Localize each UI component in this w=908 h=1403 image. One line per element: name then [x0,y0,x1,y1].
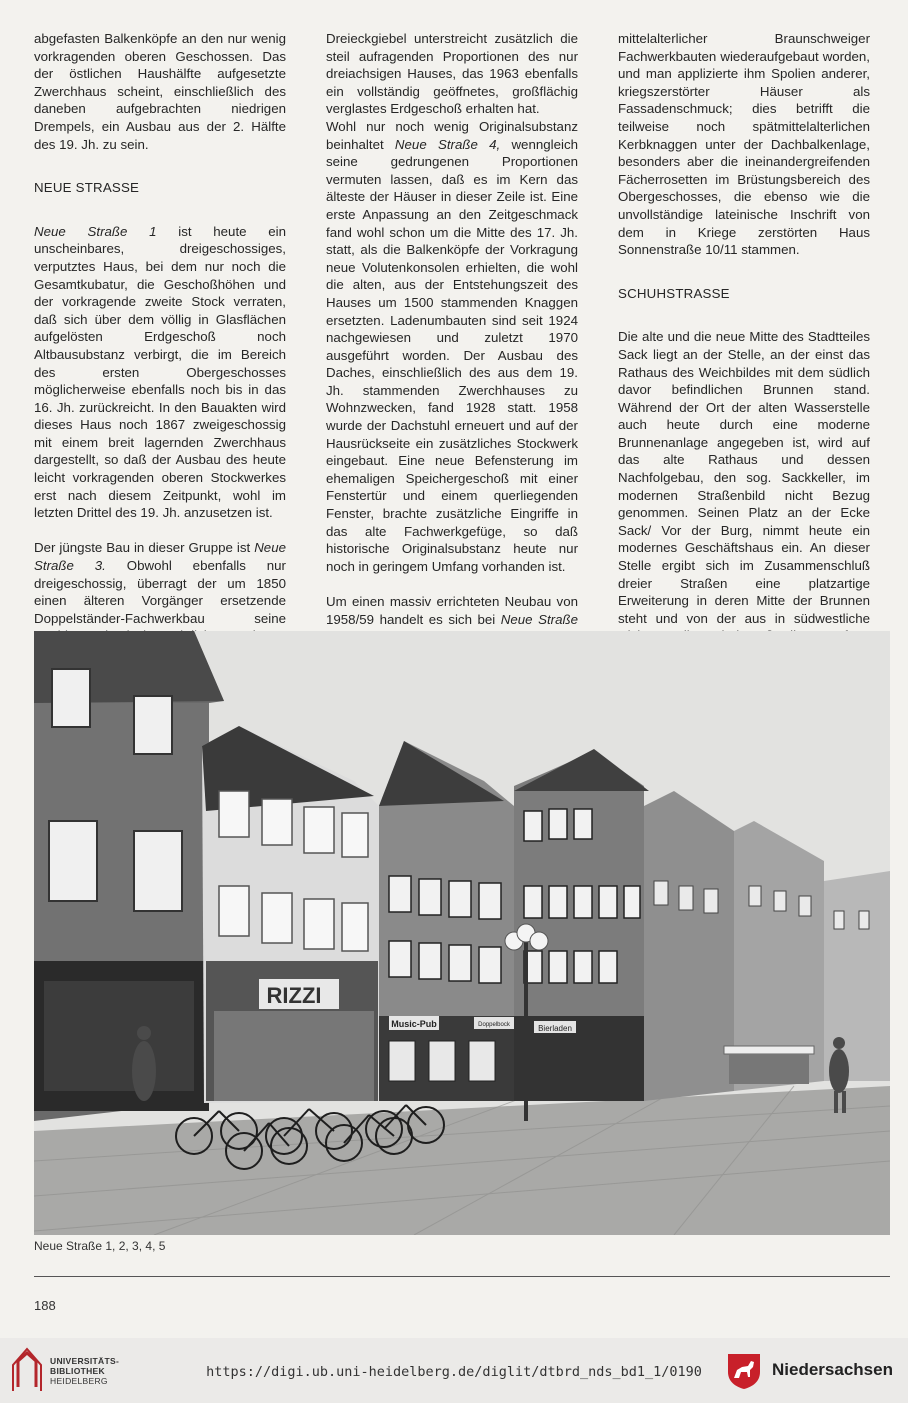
paragraph: Die alte und die neue Mitte des Stadtteiles Sack liegt an der Stelle, an der einst das Rathaus des Weichbildes mit dem südlich davor befindlichen Brunnen stand. Während der Ort der alten Wasserstelle auch heute durch eine moderne Brunnenanlage angegeben ist, wird auf das alte Rathaus und dessen Nachfolgebau, den sog. Sackkeller, im modernen Straßenbild nicht Bezug genommen. Seinen Platz an der Ecke Sack/ Vor der Burg, nimmt heute ein modernes Geschäftshaus ein. An dieser Stelle ergibt sich im Zusammenschluß dreier Straßen eine platzartige Erweiterung in deren Mitte der Brunnen steht und von der aus in südwestliche [618,329,870,626]
street-scene-illustration [34,631,890,1235]
paragraph: abgefasten Balkenköpfe an den nur wenig vorkragenden oberen Geschossen. Das der östlichen Haushälfte aufgesetzte Zwerchhaus scheint, einschließlich des daneben aufgebrachten niedrigen Drempels, ein Ausbau aus der 2. Hälfte des 19. Jh. zu sein. [34,31,286,152]
library-name-line: UNIVERSITÄTS- [50,1356,120,1366]
page-number: 188 [34,1298,56,1313]
paragraph [34,223,286,522]
text-column-1 [34,30,286,715]
paragraph-text: wenngleich seine gedrungenen Proportionen vermuten lassen, daß es im Kern das älteste der Häuser in dieser Zeile ist. Eine erste Anpassung an den Zeitgeschmack fand wohl schon um die Mitte des 17. Jh. statt, als die Balkenköpfe der Vorkragung neue Volutenkonsolen erhielten, die wohl die alten, aus der Entstehungszeit des Hauses um 1500 stammenden Knaggen ersetzten. Ladenumbauten sind seit 1924 nachgewiesen und zuletzt 1970 ausgeführt worden. Der Ausbau des Daches, einschließlich des aus dem 19. Jh. stammenden Zwerchhauses zu Wohnzwecken, fand 1928 statt. 1958 wurde der Dachstuhl erneuert und auf der Hausrückseite ein zusätzliches Stockwerk eingebaut. Eine neue Befensterung im ehemaligen Speichergeschoß mit einer Fenstertür und einem querliegenden Fenster, brachte zusätzliche Eingriffe in das alte Fachwerkgefüge, so daß historische Originalsubstanz heute nur noch in geringem Umfang vorhanden ist. [326,136,578,574]
sign-music-pub: Music-Pub [391,1019,437,1029]
niedersachsen-horse-icon[interactable] [724,1350,764,1390]
sign-bierladen: Bierladen [538,1024,572,1033]
niedersachsen-label: Niedersachsen [772,1360,893,1379]
paragraph-text: Um einen massiv errichteten Neubau von 1958/59 handelt es sich bei [326,594,578,627]
sign-doppelbock: Doppelbock [478,1022,510,1028]
paragraph-text: Obwohl ebenfalls nur dreigeschossig, überragt der um 1850 einen älteren Vorgänger ersetzende Doppelständer-Fachwerkbau seine [34,558,286,626]
photo-caption: Neue Straße 1, 2, 3, 4, 5 [34,1239,166,1253]
paragraph: Dreieckgiebel unterstreicht zusätzlich die steil aufragenden Proportionen des nur dreiachsigen Hauses, das 1963 ebenfalls ein vollständig geöffnetes, großflächig verglastes Erdgeschoß erhalten hat. [326,31,578,117]
text-column-3 [618,30,870,698]
emphasis: Neue Straße 3. [34,540,286,574]
emphasis: Neue Straße 4, [394,136,501,152]
paragraph: mittelalterlicher Braunschweiger Fachwerkbauten wiederaufgebaut worden, und man applizierte ihm Spolien anderer, kriegszerstörter Häuser als Fassadenschmuck; dies betrifft die teilweise noch spätmittelalterlichen Kerbknaggen unter der Dachbalkenlage, besonders aber die ineinandergreifenden Fächerrosetten im Brüstungsbereich des Obergeschosses, die ebenso wie die unvollständige lateinische Inschrift von dem in Kriege zerstörten Haus Sonnenstraße 10/11 stammen. [618,31,870,258]
viewer-footer [0,1338,908,1403]
street-photograph [34,631,890,1235]
section-heading-neue-strasse: NEUE STRASSE [34,180,140,196]
library-name-line: BIBLIOTHEK [50,1366,105,1376]
text-column-2 [326,30,578,681]
permalink-url[interactable]: https://digi.ub.uni-heidelberg.de/diglit/dtbrd_nds_bd1_1/0190 [206,1364,702,1380]
paragraph-text: Der jüngste Bau in dieser Gruppe ist [34,540,255,556]
library-name-line: HEIDELBERG [50,1376,108,1386]
paragraph-text: ist heute ein unscheinbares, dreigeschossiges, verputztes Haus, bei dem nur noch die Gesamtkubatur, die Geschoßhöhen und der vorkragende zweite Stock verraten, daß sich über dem völlig in Glasflächen aufgelösten Erdgeschoß noch Altbausubstanz verbirgt, die im Bereich des ersten Obergeschosses möglicherweise ebenfalls noch bis in das 16. Jh. zurückreicht. In den Bauakten wird dieses Haus noch 1867 zweigeschossig mit einem breit lagernden Zwerchhaus dargestellt, so daß der Ausbau des heute leicht vorkragenden oberen Stockwerkes erst nach diesem Zeitpunkt, wohl im letzten Drittel des 19. Jh. anzusetzen ist. [34,223,286,521]
paragraph-text: Wohl nur noch wenig Originalsubstanz beinhaltet [326,118,578,152]
paragraph [326,118,578,575]
section-heading-schuhstrasse: SCHUHSTRASSE [618,285,730,301]
sign-rizzi: RIZZI [266,983,322,1008]
emphasis: Neue Straße [500,611,578,627]
divider [34,1276,890,1277]
emphasis: Neue Straße 1 [34,223,157,239]
